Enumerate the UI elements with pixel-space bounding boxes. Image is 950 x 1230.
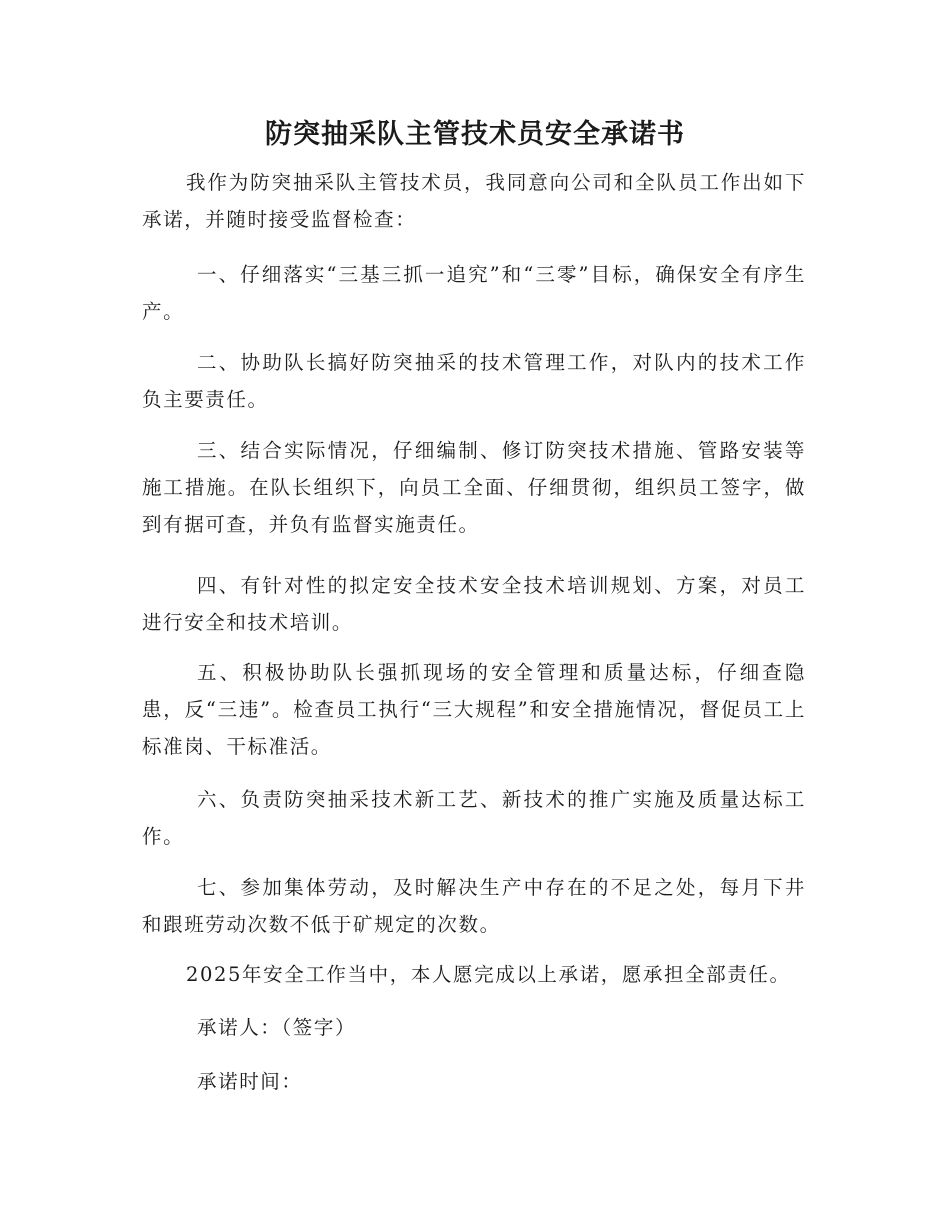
commitment-item-4: 四、有针对性的拟定安全技术安全技术培训规划、方案，对员工进行安全和技术培训。 [142, 574, 806, 634]
commitment-item-2: 二、协助队长搞好防突抽采的技术管理工作，对队内的技术工作负主要责任。 [142, 351, 806, 411]
commitment-item-3: 三、结合实际情况，仔细编制、修订防突技术措施、管路安装等施工措施。在队长组织下，向员工全面、仔细贯彻，组织员工签字，做到有据可查，并负有监督实施责任。 [142, 439, 806, 536]
commitment-item-6: 六、负责防突抽采技术新工艺、新技术的推广实施及质量达标工作。 [142, 788, 806, 848]
commitment-item-1: 一、仔细落实“三基三抓一追究”和“三零”目标，确保安全有序生产。 [142, 263, 806, 323]
date-label: 承诺时间： [197, 1070, 303, 1093]
document-title: 防突抽采队主管技术员安全承诺书 [265, 119, 685, 150]
commitment-item-5: 五、积极协助队长强抓现场的安全管理和质量达标，仔细查隐患，反“三违”。检查员工执行“三大规程”和安全措施情况，督促员工上标准岗、干标准活。 [142, 661, 806, 758]
signer-label: 承诺人：（签字） [197, 1016, 357, 1039]
commitment-item-7: 七、参加集体劳动，及时解决生产中存在的不足之处，每月下井和跟班劳动次数不低于矿规定的次数。 [142, 876, 806, 936]
closing-paragraph: 2025年安全工作当中，本人愿完成以上承诺，愿承担全部责任。 [186, 963, 791, 986]
intro-paragraph: 我作为防突抽采队主管技术员，我同意向公司和全队员工作出如下承诺，并随时接受监督检查： [142, 171, 806, 231]
